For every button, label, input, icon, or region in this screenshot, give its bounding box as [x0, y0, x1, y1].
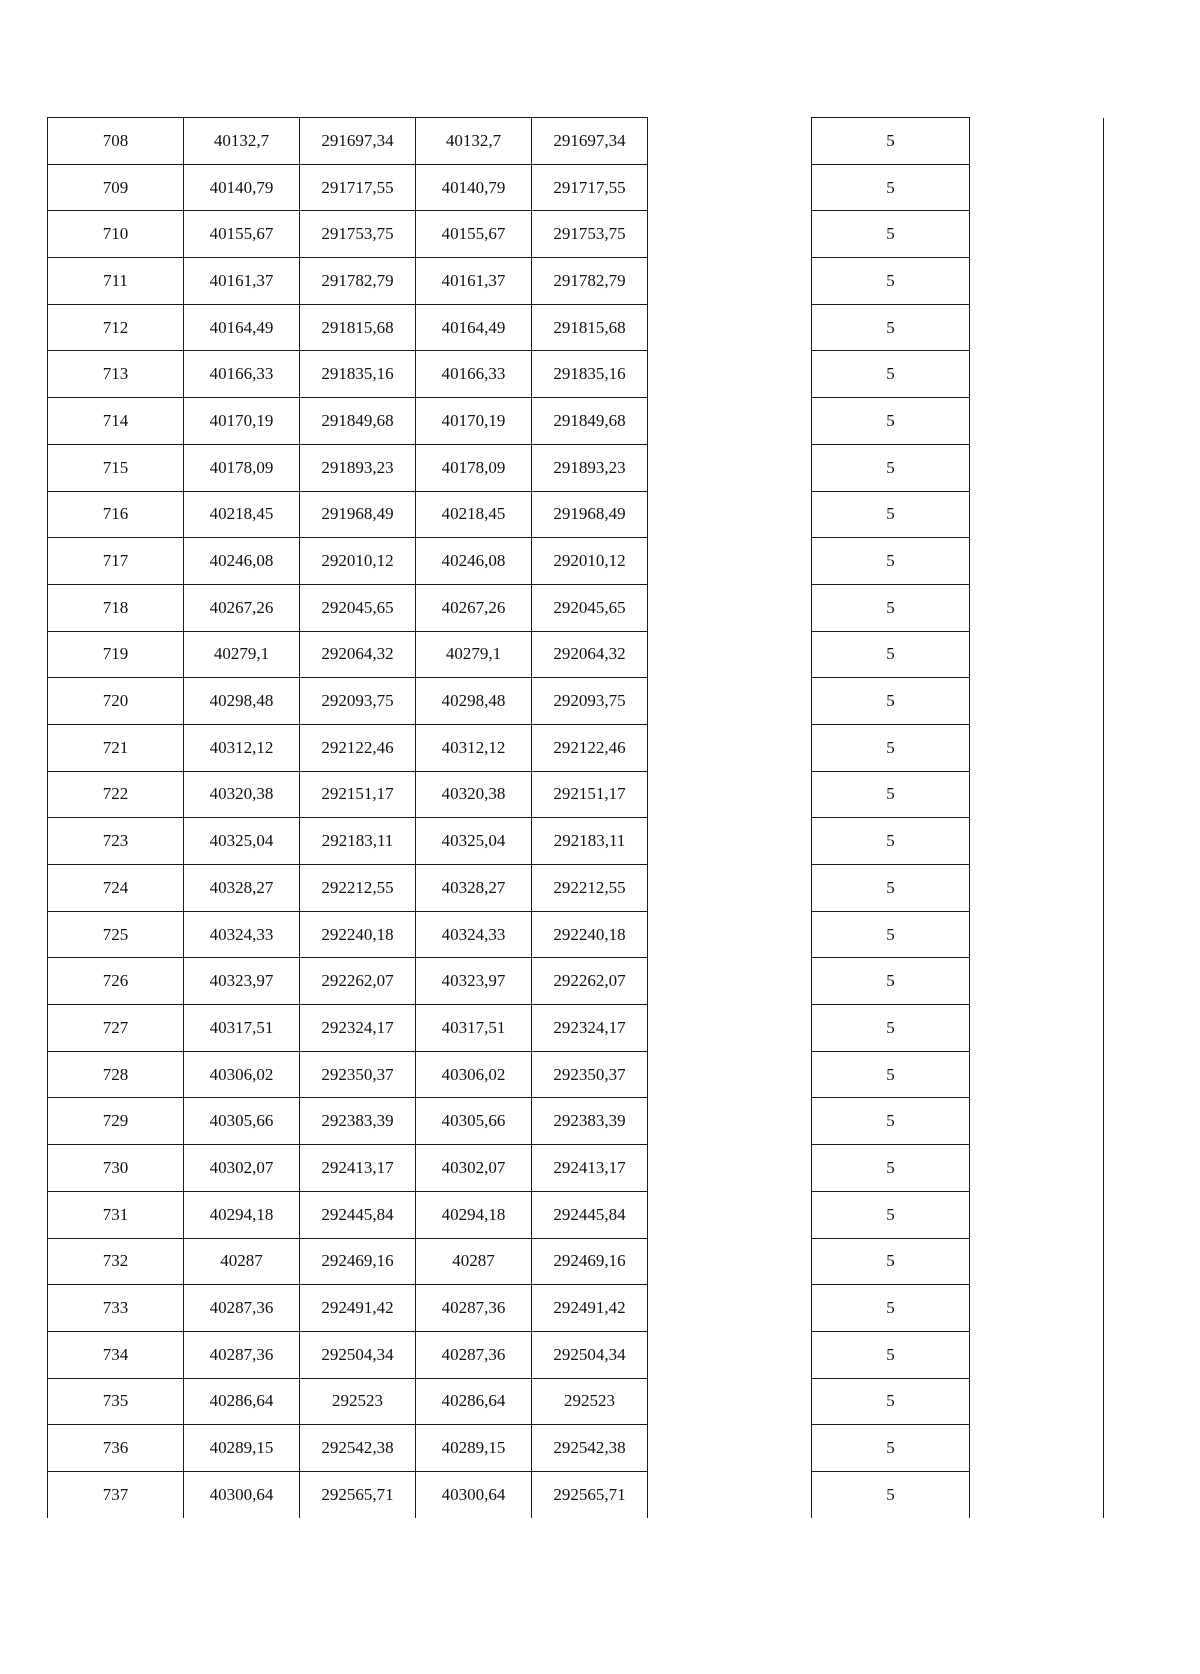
point-number-cell: 736 [48, 1425, 184, 1472]
gap-cell [648, 1098, 812, 1145]
table-row [48, 865, 1104, 912]
gap-cell [648, 118, 812, 165]
accuracy-cell: 5 [812, 724, 970, 771]
x-coordinate-cell: 40287,36 [184, 1285, 300, 1332]
table-row [48, 538, 1104, 585]
x-coordinate-cell: 40305,66 [184, 1098, 300, 1145]
point-number-cell: 729 [48, 1098, 184, 1145]
trailing-cell [970, 304, 1104, 351]
y-coordinate-repeat-cell: 292413,17 [532, 1145, 648, 1192]
trailing-cell [970, 865, 1104, 912]
x-coordinate-cell: 40246,08 [184, 538, 300, 585]
gap-cell [648, 958, 812, 1005]
x-coordinate-cell: 40155,67 [184, 211, 300, 258]
point-number-cell: 709 [48, 164, 184, 211]
point-number-cell: 716 [48, 491, 184, 538]
point-number-cell: 735 [48, 1378, 184, 1425]
point-number-cell: 719 [48, 631, 184, 678]
table-row [48, 678, 1104, 725]
y-coordinate-cell: 292262,07 [300, 958, 416, 1005]
table-row [48, 1051, 1104, 1098]
gap-cell [648, 1425, 812, 1472]
accuracy-cell: 5 [812, 1098, 970, 1145]
point-number-cell: 722 [48, 771, 184, 818]
accuracy-cell: 5 [812, 1285, 970, 1332]
point-number-cell: 710 [48, 211, 184, 258]
y-coordinate-cell: 291753,75 [300, 211, 416, 258]
x-coordinate-repeat-cell: 40305,66 [416, 1098, 532, 1145]
table-row [48, 444, 1104, 491]
table-row [48, 724, 1104, 771]
y-coordinate-repeat-cell: 292064,32 [532, 631, 648, 678]
gap-cell [648, 1331, 812, 1378]
table-row [48, 1471, 1104, 1517]
y-coordinate-repeat-cell: 292212,55 [532, 865, 648, 912]
gap-cell [648, 1238, 812, 1285]
point-number-cell: 725 [48, 911, 184, 958]
x-coordinate-cell: 40286,64 [184, 1378, 300, 1425]
trailing-cell [970, 678, 1104, 725]
accuracy-cell: 5 [812, 771, 970, 818]
y-coordinate-repeat-cell: 292240,18 [532, 911, 648, 958]
trailing-cell [970, 1191, 1104, 1238]
trailing-cell [970, 1051, 1104, 1098]
x-coordinate-cell: 40320,38 [184, 771, 300, 818]
x-coordinate-cell: 40279,1 [184, 631, 300, 678]
x-coordinate-repeat-cell: 40166,33 [416, 351, 532, 398]
x-coordinate-cell: 40325,04 [184, 818, 300, 865]
y-coordinate-cell: 292542,38 [300, 1425, 416, 1472]
trailing-cell [970, 818, 1104, 865]
x-coordinate-repeat-cell: 40300,64 [416, 1471, 532, 1517]
y-coordinate-cell: 292183,11 [300, 818, 416, 865]
x-coordinate-repeat-cell: 40170,19 [416, 398, 532, 445]
x-coordinate-repeat-cell: 40320,38 [416, 771, 532, 818]
y-coordinate-repeat-cell: 292542,38 [532, 1425, 648, 1472]
table-row [48, 911, 1104, 958]
accuracy-cell: 5 [812, 164, 970, 211]
point-number-cell: 708 [48, 118, 184, 165]
accuracy-cell: 5 [812, 865, 970, 912]
table-row [48, 1425, 1104, 1472]
y-coordinate-repeat-cell: 291893,23 [532, 444, 648, 491]
table-row [48, 258, 1104, 305]
trailing-cell [970, 1098, 1104, 1145]
point-number-cell: 713 [48, 351, 184, 398]
table-row [48, 1098, 1104, 1145]
x-coordinate-repeat-cell: 40140,79 [416, 164, 532, 211]
x-coordinate-repeat-cell: 40312,12 [416, 724, 532, 771]
table-row [48, 118, 1104, 165]
table-body [48, 118, 1104, 1518]
trailing-cell [970, 958, 1104, 1005]
x-coordinate-repeat-cell: 40155,67 [416, 211, 532, 258]
x-coordinate-cell: 40317,51 [184, 1005, 300, 1052]
gap-cell [648, 1471, 812, 1517]
table-row [48, 958, 1104, 1005]
x-coordinate-cell: 40302,07 [184, 1145, 300, 1192]
accuracy-cell: 5 [812, 911, 970, 958]
accuracy-cell: 5 [812, 118, 970, 165]
y-coordinate-repeat-cell: 292183,11 [532, 818, 648, 865]
accuracy-cell: 5 [812, 491, 970, 538]
y-coordinate-cell: 292045,65 [300, 584, 416, 631]
accuracy-cell: 5 [812, 1145, 970, 1192]
point-number-cell: 727 [48, 1005, 184, 1052]
x-coordinate-repeat-cell: 40324,33 [416, 911, 532, 958]
point-number-cell: 732 [48, 1238, 184, 1285]
accuracy-cell: 5 [812, 1378, 970, 1425]
gap-cell [648, 538, 812, 585]
trailing-cell [970, 1331, 1104, 1378]
x-coordinate-cell: 40218,45 [184, 491, 300, 538]
x-coordinate-cell: 40300,64 [184, 1471, 300, 1517]
gap-cell [648, 304, 812, 351]
trailing-cell [970, 444, 1104, 491]
trailing-cell [970, 1285, 1104, 1332]
y-coordinate-repeat-cell: 292445,84 [532, 1191, 648, 1238]
gap-cell [648, 631, 812, 678]
table-row [48, 1378, 1104, 1425]
gap-cell [648, 1005, 812, 1052]
y-coordinate-cell: 291968,49 [300, 491, 416, 538]
trailing-cell [970, 1145, 1104, 1192]
gap-cell [648, 865, 812, 912]
accuracy-cell: 5 [812, 1425, 970, 1472]
trailing-cell [970, 771, 1104, 818]
trailing-cell [970, 351, 1104, 398]
y-coordinate-cell: 292445,84 [300, 1191, 416, 1238]
y-coordinate-repeat-cell: 291835,16 [532, 351, 648, 398]
y-coordinate-repeat-cell: 292523 [532, 1378, 648, 1425]
x-coordinate-repeat-cell: 40218,45 [416, 491, 532, 538]
table-row [48, 1238, 1104, 1285]
accuracy-cell: 5 [812, 304, 970, 351]
y-coordinate-cell: 291893,23 [300, 444, 416, 491]
gap-cell [648, 351, 812, 398]
x-coordinate-repeat-cell: 40132,7 [416, 118, 532, 165]
point-number-cell: 720 [48, 678, 184, 725]
y-coordinate-cell: 291815,68 [300, 304, 416, 351]
y-coordinate-cell: 292122,46 [300, 724, 416, 771]
y-coordinate-repeat-cell: 291782,79 [532, 258, 648, 305]
y-coordinate-repeat-cell: 291849,68 [532, 398, 648, 445]
x-coordinate-cell: 40306,02 [184, 1051, 300, 1098]
x-coordinate-cell: 40323,97 [184, 958, 300, 1005]
gap-cell [648, 1191, 812, 1238]
accuracy-cell: 5 [812, 398, 970, 445]
y-coordinate-cell: 291782,79 [300, 258, 416, 305]
accuracy-cell: 5 [812, 1191, 970, 1238]
y-coordinate-cell: 292064,32 [300, 631, 416, 678]
gap-cell [648, 211, 812, 258]
y-coordinate-cell: 292504,34 [300, 1331, 416, 1378]
y-coordinate-cell: 292383,39 [300, 1098, 416, 1145]
point-number-cell: 724 [48, 865, 184, 912]
y-coordinate-cell: 292010,12 [300, 538, 416, 585]
gap-cell [648, 164, 812, 211]
accuracy-cell: 5 [812, 211, 970, 258]
gap-cell [648, 1145, 812, 1192]
x-coordinate-repeat-cell: 40302,07 [416, 1145, 532, 1192]
point-number-cell: 731 [48, 1191, 184, 1238]
x-coordinate-repeat-cell: 40298,48 [416, 678, 532, 725]
x-coordinate-repeat-cell: 40286,64 [416, 1378, 532, 1425]
y-coordinate-repeat-cell: 292491,42 [532, 1285, 648, 1332]
point-number-cell: 715 [48, 444, 184, 491]
accuracy-cell: 5 [812, 1005, 970, 1052]
y-coordinate-cell: 291697,34 [300, 118, 416, 165]
x-coordinate-cell: 40166,33 [184, 351, 300, 398]
trailing-cell [970, 1378, 1104, 1425]
point-number-cell: 721 [48, 724, 184, 771]
gap-cell [648, 678, 812, 725]
y-coordinate-repeat-cell: 292262,07 [532, 958, 648, 1005]
x-coordinate-cell: 40140,79 [184, 164, 300, 211]
y-coordinate-repeat-cell: 292151,17 [532, 771, 648, 818]
table-row [48, 1145, 1104, 1192]
x-coordinate-repeat-cell: 40287,36 [416, 1285, 532, 1332]
x-coordinate-repeat-cell: 40306,02 [416, 1051, 532, 1098]
table-row [48, 818, 1104, 865]
x-coordinate-repeat-cell: 40161,37 [416, 258, 532, 305]
trailing-cell [970, 1471, 1104, 1517]
trailing-cell [970, 258, 1104, 305]
x-coordinate-repeat-cell: 40289,15 [416, 1425, 532, 1472]
y-coordinate-cell: 292350,37 [300, 1051, 416, 1098]
table-row [48, 1331, 1104, 1378]
coordinates-table [47, 117, 1104, 1518]
y-coordinate-cell: 292324,17 [300, 1005, 416, 1052]
x-coordinate-repeat-cell: 40294,18 [416, 1191, 532, 1238]
accuracy-cell: 5 [812, 258, 970, 305]
point-number-cell: 718 [48, 584, 184, 631]
trailing-cell [970, 724, 1104, 771]
point-number-cell: 733 [48, 1285, 184, 1332]
y-coordinate-repeat-cell: 291815,68 [532, 304, 648, 351]
x-coordinate-repeat-cell: 40246,08 [416, 538, 532, 585]
accuracy-cell: 5 [812, 351, 970, 398]
y-coordinate-cell: 292565,71 [300, 1471, 416, 1517]
trailing-cell [970, 911, 1104, 958]
accuracy-cell: 5 [812, 678, 970, 725]
table-row [48, 1191, 1104, 1238]
trailing-cell [970, 631, 1104, 678]
table-row [48, 631, 1104, 678]
gap-cell [648, 491, 812, 538]
accuracy-cell: 5 [812, 538, 970, 585]
gap-cell [648, 584, 812, 631]
table-row [48, 584, 1104, 631]
gap-cell [648, 258, 812, 305]
gap-cell [648, 724, 812, 771]
point-number-cell: 737 [48, 1471, 184, 1517]
x-coordinate-cell: 40132,7 [184, 118, 300, 165]
y-coordinate-cell: 292151,17 [300, 771, 416, 818]
y-coordinate-repeat-cell: 292093,75 [532, 678, 648, 725]
gap-cell [648, 398, 812, 445]
trailing-cell [970, 1005, 1104, 1052]
y-coordinate-repeat-cell: 292324,17 [532, 1005, 648, 1052]
accuracy-cell: 5 [812, 818, 970, 865]
x-coordinate-cell: 40170,19 [184, 398, 300, 445]
table-row [48, 211, 1104, 258]
accuracy-cell: 5 [812, 631, 970, 678]
y-coordinate-repeat-cell: 291968,49 [532, 491, 648, 538]
table-row [48, 1285, 1104, 1332]
point-number-cell: 714 [48, 398, 184, 445]
x-coordinate-cell: 40267,26 [184, 584, 300, 631]
y-coordinate-repeat-cell: 292469,16 [532, 1238, 648, 1285]
gap-cell [648, 818, 812, 865]
point-number-cell: 726 [48, 958, 184, 1005]
y-coordinate-repeat-cell: 292045,65 [532, 584, 648, 631]
trailing-cell [970, 398, 1104, 445]
y-coordinate-cell: 292212,55 [300, 865, 416, 912]
x-coordinate-repeat-cell: 40164,49 [416, 304, 532, 351]
point-number-cell: 711 [48, 258, 184, 305]
x-coordinate-repeat-cell: 40325,04 [416, 818, 532, 865]
point-number-cell: 728 [48, 1051, 184, 1098]
gap-cell [648, 1378, 812, 1425]
y-coordinate-cell: 292240,18 [300, 911, 416, 958]
table-row [48, 304, 1104, 351]
y-coordinate-cell: 291717,55 [300, 164, 416, 211]
x-coordinate-repeat-cell: 40317,51 [416, 1005, 532, 1052]
trailing-cell [970, 584, 1104, 631]
x-coordinate-repeat-cell: 40287,36 [416, 1331, 532, 1378]
x-coordinate-cell: 40287,36 [184, 1331, 300, 1378]
y-coordinate-repeat-cell: 292350,37 [532, 1051, 648, 1098]
table-row [48, 398, 1104, 445]
y-coordinate-repeat-cell: 292122,46 [532, 724, 648, 771]
x-coordinate-cell: 40324,33 [184, 911, 300, 958]
trailing-cell [970, 491, 1104, 538]
y-coordinate-repeat-cell: 291697,34 [532, 118, 648, 165]
x-coordinate-cell: 40178,09 [184, 444, 300, 491]
trailing-cell [970, 1238, 1104, 1285]
trailing-cell [970, 164, 1104, 211]
y-coordinate-cell: 292491,42 [300, 1285, 416, 1332]
x-coordinate-repeat-cell: 40178,09 [416, 444, 532, 491]
gap-cell [648, 1051, 812, 1098]
gap-cell [648, 771, 812, 818]
table-row [48, 164, 1104, 211]
accuracy-cell: 5 [812, 1471, 970, 1517]
x-coordinate-repeat-cell: 40287 [416, 1238, 532, 1285]
y-coordinate-repeat-cell: 292565,71 [532, 1471, 648, 1517]
x-coordinate-repeat-cell: 40267,26 [416, 584, 532, 631]
x-coordinate-cell: 40164,49 [184, 304, 300, 351]
y-coordinate-repeat-cell: 292383,39 [532, 1098, 648, 1145]
accuracy-cell: 5 [812, 1051, 970, 1098]
point-number-cell: 730 [48, 1145, 184, 1192]
table-row [48, 771, 1104, 818]
x-coordinate-cell: 40294,18 [184, 1191, 300, 1238]
gap-cell [648, 444, 812, 491]
point-number-cell: 734 [48, 1331, 184, 1378]
table-row [48, 491, 1104, 538]
x-coordinate-repeat-cell: 40279,1 [416, 631, 532, 678]
y-coordinate-repeat-cell: 292504,34 [532, 1331, 648, 1378]
y-coordinate-cell: 292469,16 [300, 1238, 416, 1285]
y-coordinate-cell: 292093,75 [300, 678, 416, 725]
gap-cell [648, 911, 812, 958]
x-coordinate-cell: 40289,15 [184, 1425, 300, 1472]
y-coordinate-cell: 291849,68 [300, 398, 416, 445]
trailing-cell [970, 211, 1104, 258]
table-row [48, 351, 1104, 398]
x-coordinate-cell: 40298,48 [184, 678, 300, 725]
accuracy-cell: 5 [812, 444, 970, 491]
x-coordinate-cell: 40312,12 [184, 724, 300, 771]
point-number-cell: 723 [48, 818, 184, 865]
trailing-cell [970, 118, 1104, 165]
x-coordinate-cell: 40287 [184, 1238, 300, 1285]
table-row [48, 1005, 1104, 1052]
trailing-cell [970, 538, 1104, 585]
point-number-cell: 717 [48, 538, 184, 585]
trailing-cell [970, 1425, 1104, 1472]
x-coordinate-repeat-cell: 40323,97 [416, 958, 532, 1005]
x-coordinate-cell: 40328,27 [184, 865, 300, 912]
y-coordinate-repeat-cell: 292010,12 [532, 538, 648, 585]
y-coordinate-cell: 292413,17 [300, 1145, 416, 1192]
x-coordinate-cell: 40161,37 [184, 258, 300, 305]
gap-cell [648, 1285, 812, 1332]
y-coordinate-cell: 291835,16 [300, 351, 416, 398]
y-coordinate-repeat-cell: 291717,55 [532, 164, 648, 211]
y-coordinate-repeat-cell: 291753,75 [532, 211, 648, 258]
accuracy-cell: 5 [812, 1331, 970, 1378]
accuracy-cell: 5 [812, 958, 970, 1005]
accuracy-cell: 5 [812, 1238, 970, 1285]
x-coordinate-repeat-cell: 40328,27 [416, 865, 532, 912]
accuracy-cell: 5 [812, 584, 970, 631]
y-coordinate-cell: 292523 [300, 1378, 416, 1425]
point-number-cell: 712 [48, 304, 184, 351]
